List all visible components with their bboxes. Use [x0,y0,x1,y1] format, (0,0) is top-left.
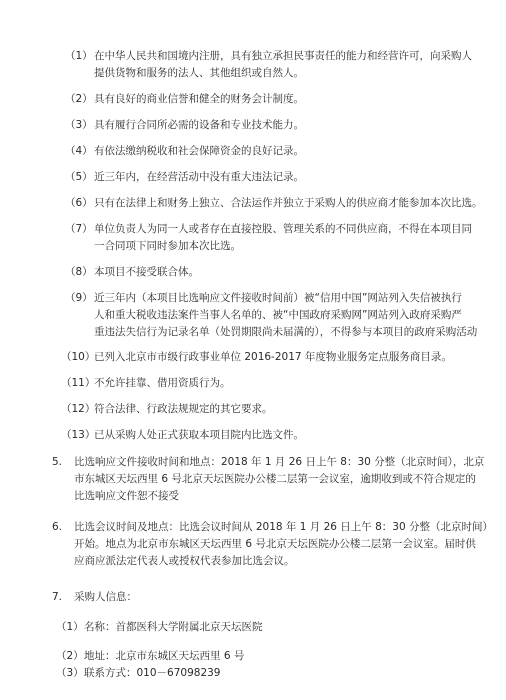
buyer-number: （1） [56,621,84,633]
item-text: 具有履行合同所必需的设备和专业技术能力。 [94,119,304,131]
item-text: 近三年内，在经营活动中没有重大违法记录。 [94,171,304,183]
section-number: 6. [52,521,63,533]
item-number: （5） [65,171,93,183]
item-text: 本项目不接受联合体。 [94,266,199,278]
item-text: 符合法律、行政法规规定的其它要求。 [94,403,273,415]
item-number: （11） [61,377,96,389]
item-number: （13） [61,429,96,441]
item-number: （2） [65,93,93,105]
buyer-number: （2） [56,650,84,662]
item-number: （4） [65,145,93,157]
item-number: （10） [61,351,96,363]
item-text: 有依法缴纳税收和社会保障资金的良好记录。 [94,145,304,157]
item-number: （9） [65,292,93,304]
section-title: 采购人信息： [74,591,137,603]
section-text: 开始。地点为北京市东城区天坛西里 6 号北京天坛医院办公楼二层第一会议室。届时供 [74,538,476,550]
section-text: 市东城区天坛西里 6 号北京天坛医院办公楼二层第一会议室，逾期收到或不符合规定的 [74,473,476,485]
item-number: （1） [65,50,93,62]
section-text: 应商应派法定代表人或授权代表参加比选会议。 [74,555,295,567]
item-text: 提供货物和服务的法人、其他组织或自然人。 [94,67,304,79]
item-text: 重违法失信行为记录名单（处罚期限尚未届满的），不得参与本项目的政府采购活动 [94,326,478,338]
buyer-contact: 联系方式：010－67098239 [84,667,221,679]
buyer-number: （3） [56,667,84,679]
item-text: 在中华人民共和国境内注册，具有独立承担民事责任的能力和经营许可，向采购人 [94,50,472,62]
buyer-name: 名称：首都医科大学附属北京天坛医院 [84,621,263,633]
item-text: 不允许挂靠、借用资质行为。 [94,377,231,389]
item-text: 已从采购人处正式获取本项目院内比选文件。 [94,429,304,441]
item-text: 已列入北京市市级行政事业单位 2016-2017 年度物业服务定点服务商目录。 [94,351,452,363]
item-number: （8） [65,266,93,278]
section-number: 5. [52,456,63,468]
item-number: （12） [61,403,96,415]
buyer-address: 地址：北京市东城区天坛西里 6 号 [84,650,245,662]
section-number: 7. [52,591,63,603]
item-text: 近三年内（本项目比选响应文件接收时间前）被“信用中国”网站列入失信被执行 [94,292,462,304]
item-number: （6） [65,197,93,209]
item-number: （3） [65,119,93,131]
section-text: 比选响应文件恕不接受 [74,490,179,502]
item-text: 只有在法律上和财务上独立、合法运作并独立于采购人的供应商才能参加本次比选。 [94,197,483,209]
item-text: 人和重大税收违法案件当事人名单的、被“中国政府采购网”网站列入政府采购严 [94,309,462,321]
item-text: 具有良好的商业信誉和健全的财务会计制度。 [94,93,304,105]
item-number: （7） [65,223,93,235]
section-text: 比选会议时间及地点：比选会议时间从 2018 年 1 月 26 日上午 8：30 分整（北京时间） [74,521,494,533]
item-text: 单位负责人为同一人或者存在直接控股、管理关系的不同供应商，不得在本项目同 [94,223,472,235]
section-text: 比选响应文件接收时间和地点：2018 年 1 月 26 日上午 8：30 分整（北京时间），北京 [74,456,485,468]
item-text: 一合同项下同时参加本次比选。 [94,240,241,252]
